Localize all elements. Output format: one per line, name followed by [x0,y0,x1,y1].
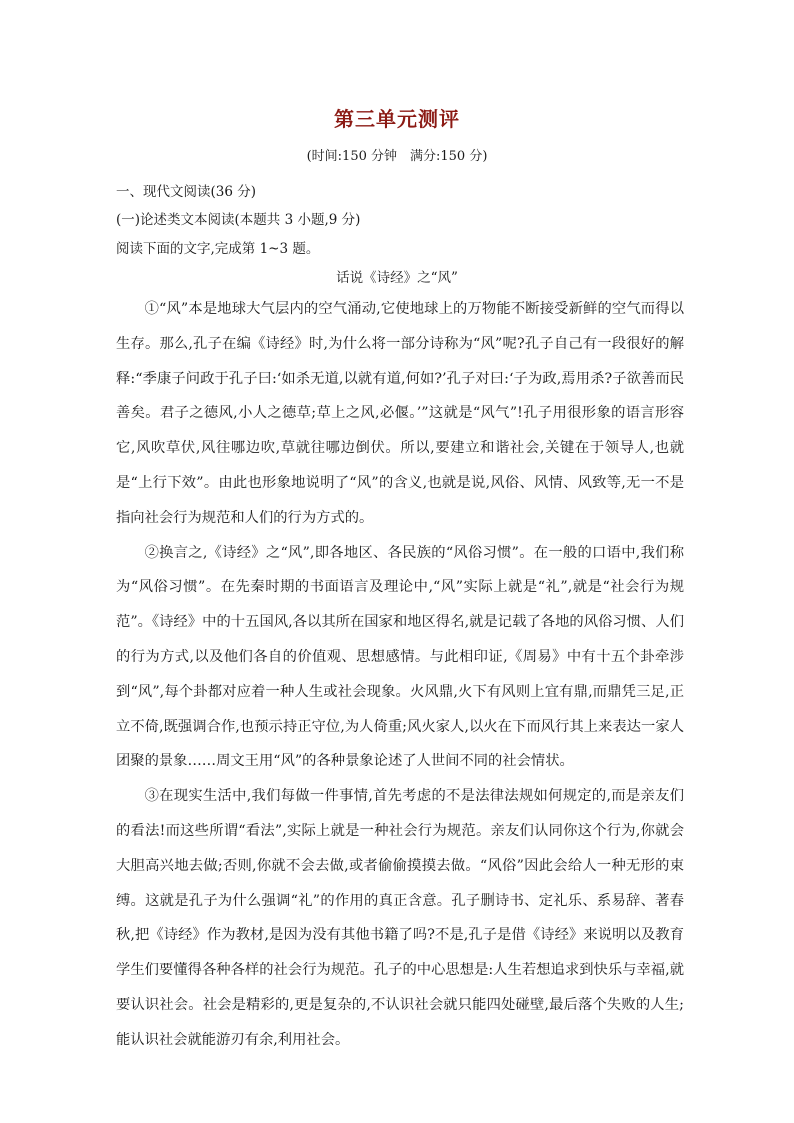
article-paragraph-1: ①“风”本是地球大气层内的空气涌动,它使地球上的万物能不断接受新鲜的空气而得以生存。那么,孔子在编《诗经》时,为什么将一部分诗称为“风”呢?孔子自己有一段很好的解释:“季康子问政于孔子曰:‘如杀无道,以就有道,何如?’孔子对曰:‘子为政,焉用杀?子欲善而民善矣。君子之德风,小人之德草;草上之风,必偃。’”这就是“风气”!孔子用很形象的语言形容它,风吹草伏,风往哪边吹,草就往哪边倒伏。所以,要建立和谐社会,关键在于领导人,也就是“上行下效”。由此也形象地说明了“风”的含义,也就是说,风俗、风情、风致等,无一不是指向社会行为规范和人们的行为方式的。 [116,301,684,526]
article-paragraph-2: ②换言之,《诗经》之“风”,即各地区、各民族的“风俗习惯”。在一般的口语中,我们称为“风俗习惯”。在先秦时期的书面语言及理论中,“风”实际上就是“礼”,就是“社会行为规范”。《诗经》中的十五国风,各以其所在国家和地区得名,就是记载了各地的风俗习惯、人们的行为方式,以及他们各自的价值观、思想感情。与此相印证,《周易》中有十五个卦牵涉到“风”,每个卦都对应着一种人生或社会现象。火风鼎,火下有风则上宜有鼎,而鼎凭三足,正立不倚,既强调合作,也预示持正守位,为人倚重;风火家人,以火在下而风行其上来表达一家人团聚的景象……周文王用“风”的各种景象论述了人世间不同的社会情状。 [116,544,684,770]
exam-meta: (时间:150 分钟 满分:150 分) [306,149,488,164]
reading-instruction: 阅读下面的文字,完成第 1~3 题。 [116,241,320,257]
article-title: 话说《诗经》之“风” [336,270,458,286]
article-paragraph-3: ③在现实生活中,我们每做一件事情,首先考虑的不是法律法规如何规定的,而是亲友们的看法!而这些所谓“看法”,实际上就是一种社会行为规范。亲友们认同你这个行为,你就会大胆高兴地去做;否则,你就不会去做,或者偷偷摸摸去做。“风俗”因此会给人一种无形的束缚。这就是孔子为什么强调“礼”的作用的真正含意。孔子删诗书、定礼乐、系易辞、著春秋,把《诗经》作为教材,是因为没有其他书籍了吗?不是,孔子是借《诗经》来说明以及教育学生们要懂得各种各样的社会行为规范。孔子的中心思想是:人生若想追求到快乐与幸福,就要认识社会。社会是精彩的,更是复杂的,不认识社会就只能四处碰壁,最后落个失败的人生;能认识社会就能游刃有余,利用社会。 [116,788,684,1048]
subsection-heading: (一)论述类文本阅读(本题共 3 小题,9 分) [116,212,361,228]
page-title: 第三单元测评 [334,107,460,131]
article-body [116,292,684,1058]
section-heading: 一、现代文阅读(36 分) [116,184,257,200]
